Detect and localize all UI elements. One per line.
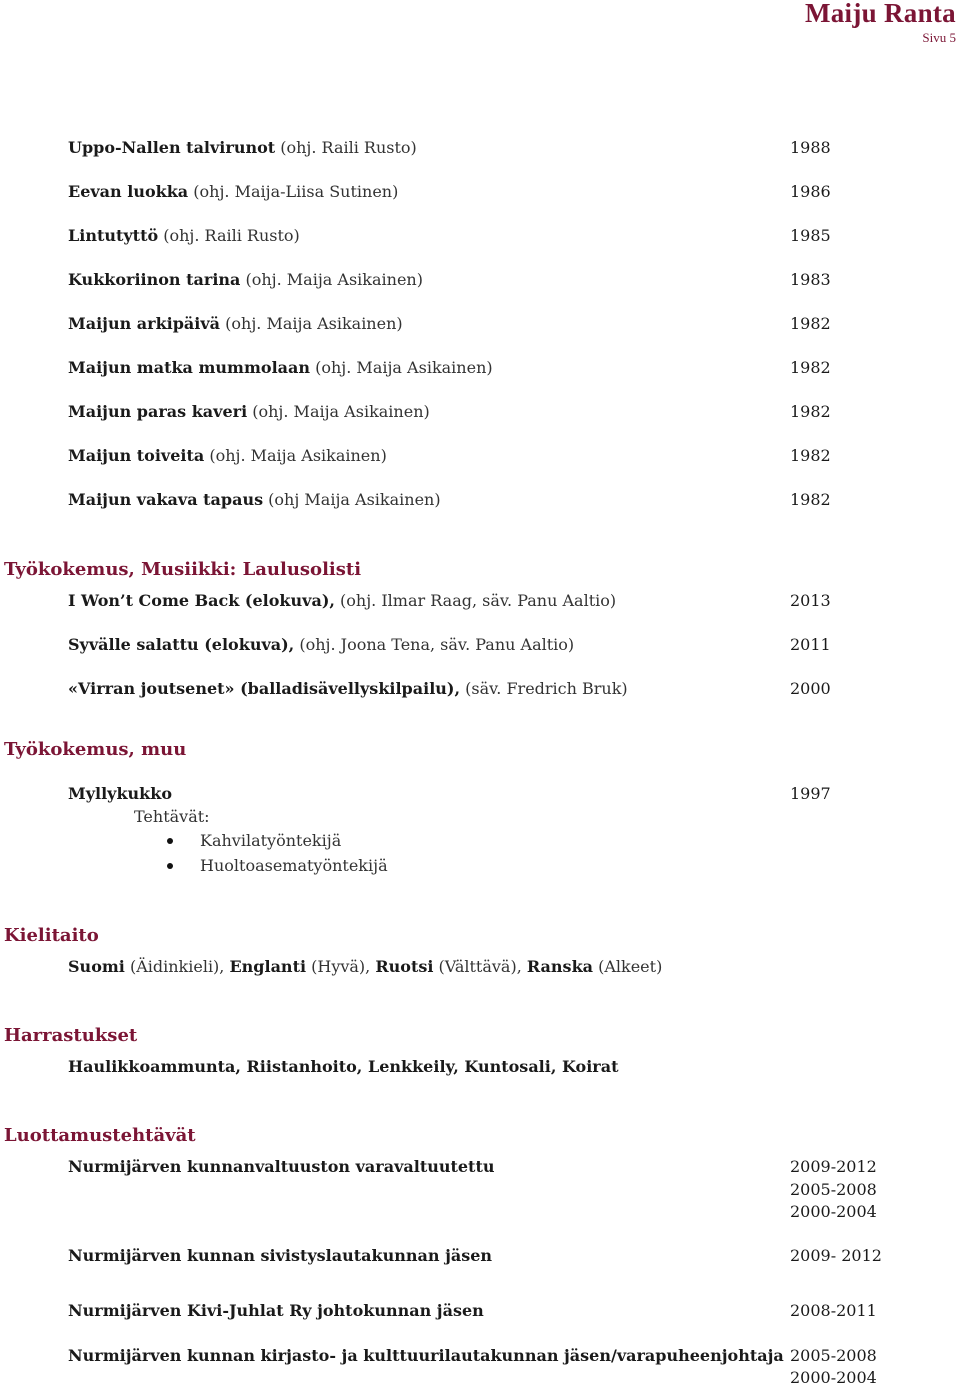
role-year: 1988	[790, 138, 831, 157]
hobbies-list: Haulikkoammunta, Riistanhoito, Lenkkeily, Kuntosali, Koirat	[68, 1057, 619, 1076]
language-name: Ranska	[526, 957, 594, 976]
music-detail: (ohj. Joona Tena, säv. Panu Aaltio)	[294, 635, 575, 654]
bullet-icon	[167, 838, 173, 844]
role-title: Maijun arkipäivä	[68, 314, 221, 333]
list-item	[68, 591, 616, 611]
trust-years: 2009- 2012	[790, 1246, 882, 1265]
list-item	[68, 679, 628, 699]
section-heading-languages: Kielitaito	[4, 925, 99, 946]
bullet-icon	[167, 863, 173, 869]
list-item	[68, 358, 493, 378]
music-title: I Won’t Come Back (elokuva),	[68, 591, 335, 610]
trust-title: Nurmijärven kunnan sivistyslautakunnan jäsen	[68, 1246, 493, 1265]
music-title: «Virran joutsenet» (balladisävellyskilpailu),	[68, 679, 461, 698]
employer-name: Myllykukko	[68, 784, 173, 803]
list-item	[68, 1157, 494, 1177]
role-title: Maijun vakava tapaus	[68, 490, 264, 509]
role-title: Maijun paras kaveri	[68, 402, 248, 421]
role-detail: (ohj. Maija Asikainen)	[204, 446, 387, 465]
role-year: 1985	[790, 226, 831, 245]
list-item	[68, 1246, 492, 1266]
role-detail: (ohj Maija Asikainen)	[263, 490, 441, 509]
role-title: Uppo-Nallen talvirunot	[68, 138, 276, 157]
role-detail: (ohj. Maija Asikainen)	[247, 402, 430, 421]
role-title: Maijun toiveita	[68, 446, 205, 465]
role-title: Eevan luokka	[68, 182, 189, 201]
language-level: (Äidinkieli),	[124, 957, 230, 976]
role-year: 1982	[790, 490, 831, 509]
role-detail: (ohj. Maija-Liisa Sutinen)	[188, 182, 399, 201]
list-item	[68, 314, 403, 334]
document-title: Maiju Ranta	[804, 0, 956, 28]
role-title: Lintutyttö	[68, 226, 159, 245]
hobbies-text	[68, 1057, 618, 1077]
music-year: 2011	[790, 635, 831, 654]
trust-title: Nurmijärven kunnan kirjasto- ja kulttuurilautakunnan jäsen/varapuheenjohtaja	[68, 1346, 784, 1365]
trust-years: 2000-2004	[790, 1368, 877, 1387]
role-detail: (ohj. Raili Rusto)	[275, 138, 417, 157]
language-list	[68, 957, 662, 977]
list-item	[68, 784, 172, 804]
role-detail: (ohj. Maija Asikainen)	[240, 270, 423, 289]
language-name: Englanti	[229, 957, 307, 976]
language-level: (Alkeet)	[593, 957, 663, 976]
list-item	[68, 446, 387, 466]
section-heading-music: Työkokemus, Musiikki: Laulusolisti	[4, 559, 362, 580]
list-item	[68, 270, 423, 290]
list-item	[68, 635, 574, 655]
role-detail: (ohj. Maija Asikainen)	[220, 314, 403, 333]
list-item	[68, 490, 441, 510]
role-detail: (ohj. Raili Rusto)	[158, 226, 300, 245]
music-detail: (ohj. Ilmar Raag, säv. Panu Aaltio)	[334, 591, 617, 610]
role-year: 1986	[790, 182, 831, 201]
music-year: 2000	[790, 679, 831, 698]
trust-years: 2005-2008	[790, 1180, 877, 1199]
list-item	[68, 182, 398, 202]
task-item: Kahvilatyöntekijä	[200, 831, 342, 850]
role-title: Kukkoriinon tarina	[68, 270, 241, 289]
trust-title: Nurmijärven kunnanvaltuuston varavaltuutettu	[68, 1157, 495, 1176]
section-heading-other-work: Työkokemus, muu	[4, 739, 187, 760]
task-item: Huoltoasematyöntekijä	[200, 856, 388, 875]
music-title: Syvälle salattu (elokuva),	[68, 635, 295, 654]
language-name: Suomi	[68, 957, 125, 976]
role-title: Maijun matka mummolaan	[68, 358, 311, 377]
list-item	[68, 1301, 484, 1321]
music-detail: (säv. Fredrich Bruk)	[460, 679, 628, 698]
list-item	[68, 226, 300, 246]
role-detail: (ohj. Maija Asikainen)	[310, 358, 493, 377]
role-year: 1982	[790, 402, 831, 421]
section-heading-hobbies: Harrastukset	[4, 1025, 138, 1046]
trust-title: Nurmijärven Kivi-Juhlat Ry johtokunnan jäsen	[68, 1301, 484, 1320]
employer-year: 1997	[790, 784, 831, 803]
role-year: 1983	[790, 270, 831, 289]
music-year: 2013	[790, 591, 831, 610]
trust-years: 2009-2012	[790, 1157, 877, 1176]
trust-years: 2005-2008	[790, 1346, 877, 1365]
tasks-label: Tehtävät:	[134, 807, 210, 826]
trust-years: 2008-2011	[790, 1301, 877, 1320]
list-item	[68, 402, 430, 422]
list-item	[68, 138, 417, 158]
role-year: 1982	[790, 314, 831, 333]
language-level: (Hyvä),	[306, 957, 376, 976]
language-name: Ruotsi	[375, 957, 434, 976]
section-heading-trust: Luottamustehtävät	[4, 1125, 196, 1146]
trust-years: 2000-2004	[790, 1202, 877, 1221]
role-year: 1982	[790, 358, 831, 377]
language-level: (Välttävä),	[433, 957, 527, 976]
role-year: 1982	[790, 446, 831, 465]
page-number: Sivu 5	[922, 30, 956, 45]
list-item	[68, 1346, 784, 1366]
